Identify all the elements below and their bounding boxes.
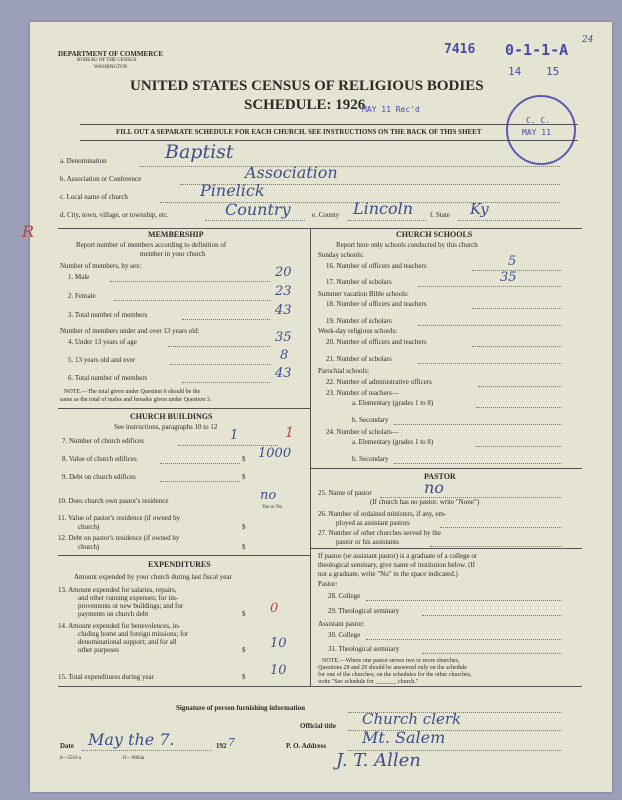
form-number-2: 11—9064a [122, 756, 145, 761]
pastor-note3: for one of the churches; on the schedules for the other churches, [318, 672, 472, 678]
yes-no-hint: Yes or No [262, 505, 283, 510]
rule [472, 270, 562, 271]
state-label: f. State [430, 211, 450, 219]
q21-label: 21. Number of scholars [326, 355, 392, 363]
rule [472, 308, 562, 309]
rule [394, 463, 562, 464]
q14-l1: 14. Amount expended for benevolences, in- [58, 622, 181, 630]
rule [110, 281, 270, 282]
rule [58, 686, 582, 687]
expenditures-title: EXPENDITURES [148, 560, 211, 569]
q12-label2: church) [78, 543, 100, 551]
date-label: Date [60, 742, 74, 750]
margin-mark: R [22, 222, 35, 241]
q9-label: 9. Debt on church edifices [62, 473, 136, 481]
rule [476, 446, 562, 447]
state-value: Ky [470, 200, 489, 218]
q19-label: 19. Number of scholars [326, 317, 392, 325]
q15-label: 15. Total expenditures during year [58, 673, 154, 681]
q12-dollar: $ [242, 543, 246, 551]
county-label: e. County [312, 211, 340, 219]
q24-label: 24. Number of scholars— [326, 428, 399, 436]
buildings-see: See instructions, paragraphs 10 to 12 [114, 423, 218, 431]
rule [182, 382, 270, 383]
vacation-sub: Summer vacation Bible schools: [318, 290, 409, 298]
rule [80, 140, 578, 141]
membership-note1: NOTE.—The total given under Question 6 should be the [64, 389, 201, 395]
total6-value: 43 [275, 366, 292, 381]
q22-label: 22. Number of administrative officers [326, 378, 432, 386]
pastor-note1: NOTE.—Where one pastor serves two or more churches, [322, 658, 460, 664]
column-divider [310, 228, 311, 686]
rule [418, 286, 562, 287]
q14-value: 10 [270, 636, 287, 651]
rule [182, 319, 270, 320]
rule [418, 363, 562, 364]
q16-value: 5 [508, 254, 517, 269]
q7-label: 7. Number of church edifices [62, 437, 144, 445]
association-label: b. Association or Conference [60, 175, 142, 183]
over13-value: 8 [280, 348, 289, 363]
q7-check: 1 [285, 425, 294, 441]
grad-note3: not a graduate, write "No" in the space indicated.) [318, 570, 458, 578]
membership-intro2: member in your church [140, 250, 206, 258]
q14-l2: cluding home and foreign missions; for [78, 630, 189, 638]
q30-label: 30. College [328, 631, 361, 639]
rule [310, 548, 582, 549]
instruction-line: FILL OUT A SEPARATE SCHEDULE FOR EACH CHURCH. SEE INSTRUCTIONS ON THE BACK OF THIS SHEET [116, 128, 482, 136]
q14-l3: denominational support; and for all [78, 638, 177, 646]
rule [160, 463, 240, 464]
form-number: 8—5516 a [60, 756, 81, 761]
q25-note: (If church has no pastor, write "None") [370, 498, 480, 506]
q20-label: 20. Number of officers and teachers [326, 338, 427, 346]
localname-value: Pinelick [200, 181, 265, 200]
q23b-label: b. Secondary [352, 416, 389, 424]
q11-label2: church) [78, 523, 100, 531]
association-value: Association [245, 163, 338, 182]
stamp-number: 7416 [444, 42, 476, 57]
total3-value: 43 [275, 303, 292, 318]
rule [348, 220, 426, 221]
denomination-label: a. Denomination [60, 157, 107, 165]
city-label: WASHINGTON [94, 65, 128, 70]
q17-value: 35 [500, 270, 517, 285]
q13-value: 0 [270, 601, 279, 616]
rule [140, 166, 560, 167]
q23-label: 23. Number of teachers— [326, 389, 399, 397]
q13-l2: and other running expenses; for im- [78, 594, 179, 602]
q10-value: no [260, 488, 277, 503]
grad-note2: theological seminary, give name of institution below. (If [318, 561, 476, 569]
q27-l1: 27. Number of other churches served by the [318, 529, 441, 537]
q26-l2: ployed as assistant pastors [336, 519, 410, 527]
q24b-label: b. Secondary [352, 455, 389, 463]
q27-l2: pastor or his assistants [336, 538, 399, 546]
city-field-label: d. City, town, village, or township, etc. [60, 211, 169, 219]
rule [80, 124, 578, 125]
rule [170, 364, 270, 365]
schools-intro: Report here only schools conducted by this church [336, 241, 478, 249]
q17-label: 17. Number of scholars [326, 278, 392, 286]
rule [422, 615, 562, 616]
over13-label: 5. 13 years old and over [68, 356, 136, 364]
male-value: 20 [275, 265, 292, 280]
census-form [22, 22, 612, 792]
parochial-sub: Parochial schools: [318, 367, 370, 375]
q13-dollar: $ [242, 610, 246, 618]
rule [58, 555, 310, 556]
pastor-title: PASTOR [424, 472, 456, 481]
female-value: 23 [275, 284, 292, 299]
q25-label: 25. Name of pastor [318, 489, 372, 497]
grad-note1: If pastor (or assistant pastor) is a graduate of a college or [318, 552, 478, 560]
stamp-sub1: 14 [508, 65, 522, 78]
q14-dollar: $ [242, 646, 246, 654]
q7-value: 1 [230, 428, 239, 443]
rule [82, 750, 212, 751]
seal-top: C. C. [526, 116, 551, 125]
q24a-label: a. Elementary (grades 1 to 8) [352, 438, 434, 446]
signer-name: J. T. Allen [336, 750, 421, 771]
localname-label: c. Local name of church [60, 193, 128, 201]
pastor-sub: Pastor: [318, 580, 338, 588]
q23a-label: a. Elementary (grades 1 to 8) [352, 399, 434, 407]
rule [310, 468, 582, 469]
rule [458, 220, 560, 221]
rule [205, 220, 305, 221]
bureau-label: BUREAU OF THE CENSUS [77, 58, 137, 63]
q16-label: 16. Number of officers and teachers [326, 262, 427, 270]
q13-l4: payments on church debt [78, 610, 149, 618]
schools-title: CHURCH SCHOOLS [396, 230, 473, 239]
rule [440, 527, 562, 528]
q8-value: 1000 [258, 446, 292, 461]
q25-value: no [424, 478, 444, 497]
q31-label: 31. Theological seminary [328, 645, 400, 653]
q13-l1: 13. Amount expended for salaries, repairs, [58, 586, 177, 594]
seal-bottom: MAY 11 [522, 128, 551, 137]
denomination-value: Baptist [165, 141, 234, 163]
rule [472, 346, 562, 347]
po-label: P. O. Address [286, 742, 327, 750]
signature-label: Signature of person furnishing information [176, 704, 305, 712]
total3-label: 3. Total number of members [68, 311, 148, 319]
q8-dollar: $ [242, 455, 246, 463]
rule [394, 424, 562, 425]
under13-value: 35 [275, 330, 292, 345]
sunday-sub: Sunday schools: [318, 251, 364, 259]
schedule-title: SCHEDULE: 1926 [244, 97, 366, 113]
rule [160, 481, 240, 482]
official-value: Church clerk [362, 710, 462, 728]
q14-l4: other purposes [78, 646, 120, 654]
male-label: 1. Male [68, 273, 90, 281]
q8-label: 8. Value of church edifices [62, 455, 137, 463]
date-value: May the 7. [88, 730, 175, 749]
county-value: Lincoln [353, 199, 414, 218]
dept-label: DEPARTMENT OF COMMERCE [58, 50, 164, 58]
bysex-label: Number of members, by sex: [60, 262, 142, 270]
corner-number: 24 [582, 35, 594, 45]
female-label: 2. Female [68, 292, 96, 300]
assistant-sub: Assistant pastor: [318, 620, 365, 628]
under13-label: 4. Under 13 years of age [68, 338, 137, 346]
q28-label: 28. College [328, 592, 361, 600]
q12-label1: 12. Debt on pastor's residence (if owned by [58, 534, 180, 542]
q15-value: 10 [270, 663, 287, 678]
membership-title: MEMBERSHIP [148, 230, 204, 239]
stamp-sub2: 15 [546, 65, 560, 78]
q10-label: 10. Does church own pastor's residence [58, 497, 169, 505]
rule [476, 407, 562, 408]
rule [478, 386, 562, 387]
po-value: Mt. Salem [362, 728, 446, 747]
stamp-code: 0-1-1-A [505, 41, 569, 59]
received-stamp: MAY 11 Rec'd [362, 105, 420, 114]
buildings-title: CHURCH BUILDINGS [130, 412, 213, 421]
form-title: UNITED STATES CENSUS OF RELIGIOUS BODIES [130, 78, 484, 94]
q26-l1: 26. Number of ordained ministers, if any, em- [318, 510, 447, 518]
rule [366, 639, 562, 640]
weekday-sub: Week-day religious schools: [318, 327, 398, 335]
pastor-note4: write "See schedule for _______ church." [318, 679, 419, 685]
q15-dollar: $ [242, 673, 246, 681]
rule [114, 300, 270, 301]
age-label: Number of members under and over 13 years old: [60, 327, 200, 335]
rule [422, 653, 562, 654]
year-suffix: 7 [228, 736, 235, 749]
official-label: Official title [300, 722, 336, 730]
total6-label: 6. Total number of members [68, 374, 148, 382]
q11-dollar: $ [242, 523, 246, 531]
rule [168, 346, 270, 347]
q11-label1: 11. Value of pastor's residence (if owned by [58, 514, 181, 522]
year-prefix: 192 [216, 742, 227, 750]
q13-l3: provements or new buildings; and for [78, 602, 184, 610]
rule [366, 600, 562, 601]
rule [58, 228, 582, 229]
rule [418, 325, 562, 326]
rule [430, 546, 562, 547]
q9-dollar: $ [242, 473, 246, 481]
q18-label: 18. Number of officers and teachers [326, 300, 427, 308]
rule [58, 408, 310, 409]
membership-intro1: Report number of members according to definition of [76, 241, 227, 249]
membership-note2: same as the total of males and females given under Question 3. [60, 397, 212, 403]
q29-label: 29. Theological seminary [328, 607, 400, 615]
expenditures-intro: Amount expended by your church during last fiscal year [74, 573, 232, 581]
city-value: Country [225, 200, 291, 219]
pastor-note2: Questions 28 and 29 should be answered only on the schedule [318, 665, 467, 671]
